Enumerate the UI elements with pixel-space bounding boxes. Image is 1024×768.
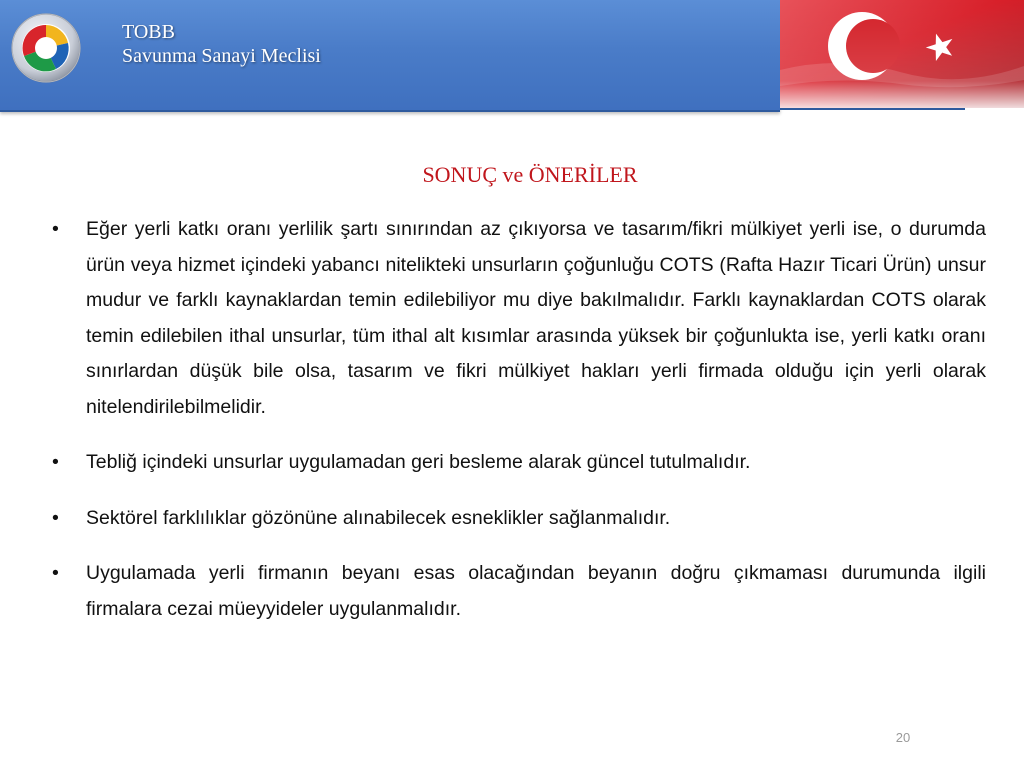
- bullet-list: [50, 212, 986, 647]
- slide-title: SONUÇ ve ÖNERİLER: [422, 162, 638, 187]
- bullet-marker: •: [52, 506, 59, 529]
- bullet-text: Uygulamada yerli firmanın beyanı esas olacağından beyanın doğru çıkmaması durumunda ilgili firmalara cezai müeyyideler uygulanmalıdır.: [86, 562, 986, 620]
- bullet-item: [50, 445, 986, 481]
- bullet-marker: •: [52, 451, 59, 473]
- header-divider: [780, 108, 965, 110]
- organization-title: [122, 20, 321, 68]
- council-name: Savunma Sanayi Meclisi: [122, 45, 321, 67]
- bullet-item: [50, 501, 986, 537]
- slide-header: [0, 0, 1024, 112]
- bullet-text: Tebliğ içindeki unsurlar uygulamadan geri besleme alarak güncel tutulmalıdır.: [86, 451, 751, 473]
- bullet-marker: •: [52, 218, 59, 240]
- header-bar: [0, 0, 780, 112]
- bullet-marker: •: [52, 562, 59, 584]
- organization-name: TOBB: [122, 21, 175, 43]
- bullet-item: [50, 556, 986, 627]
- bullet-item: [50, 212, 986, 425]
- bullet-text: Eğer yerli katkı oranı yerlilik şartı sınırından az çıkıyorsa ve tasarım/fikri mülkiyet yerli ise, o durumda ürün veya hizmet içindeki yabancı nitelikteki unsurların çoğunluğu COTS (Rafta Hazır Ticari Ürün) unsur mudur ve farklı kaynaklardan temin edilebiliyor mu diye bakılmalıdır. Farklı kaynaklardan COTS olarak temin edilebilen ithal unsurlar, tüm ithal alt kısımlar arasında yüksek bir çoğunlukta ise, yerli katkı oranı sınırlardan düşük bile olsa, tasarım ve fikri mülkiyet hakları yerli firmada olduğu için yerli olarak nitelendirilebilmelidir.: [86, 218, 986, 418]
- page-number: 20: [895, 730, 911, 745]
- turkish-flag-icon: [780, 0, 1024, 108]
- tobb-logo-icon: [10, 12, 82, 84]
- bullet-text: Sektörel farklılıklar gözönüne alınabilecek esneklikler sağlanmalıdır.: [86, 506, 671, 529]
